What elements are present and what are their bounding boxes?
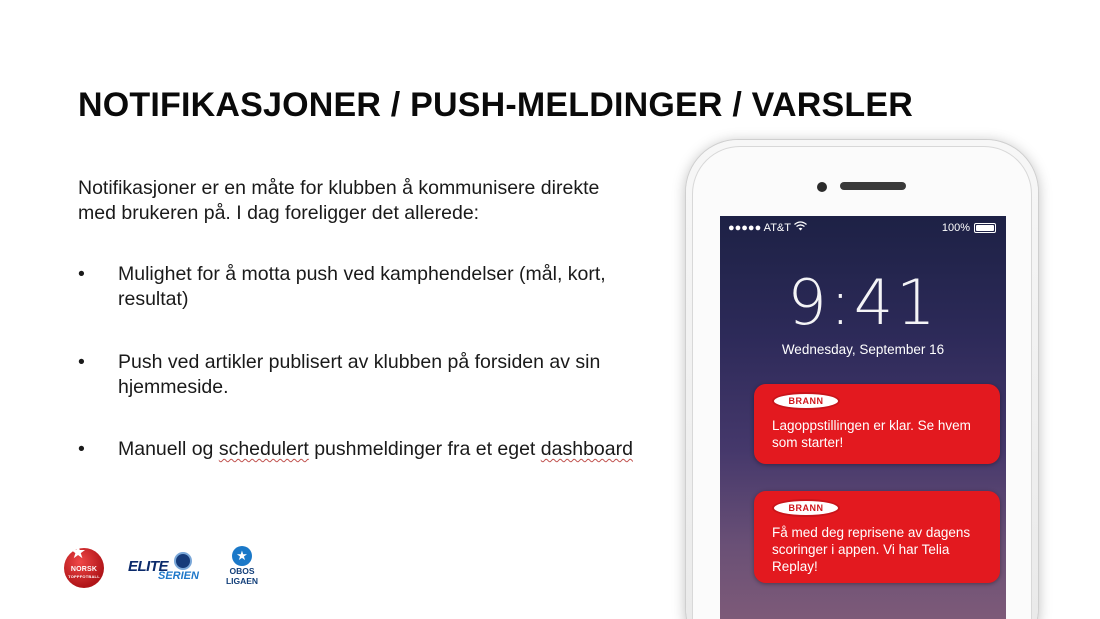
bullet-text (118, 437, 638, 462)
star-icon: ★ (70, 542, 87, 562)
battery-icon (974, 223, 996, 233)
player-icon: ★ (232, 546, 252, 566)
logo-text: OBOS (229, 566, 255, 576)
push-notification[interactable] (754, 491, 1000, 583)
logo-text: LIGAEN (225, 576, 259, 586)
carrier-label: ●●●●● AT&T (728, 222, 791, 234)
bullet-text: Push ved artikler publisert av klubben på forsiden av sin hjemmeside. (118, 351, 601, 398)
logo-text: NORSK TOPPFOTBALL (68, 566, 100, 579)
speaker-grille (840, 182, 906, 190)
bullet-marker: • (78, 438, 85, 460)
lock-date: Wednesday, September 16 (781, 342, 945, 357)
logo-text: ELITE (128, 558, 169, 575)
obos-ligaen-logo (222, 546, 262, 590)
notification-message: Lagoppstillingen er klar. Se hvem som starter! (772, 418, 971, 450)
spellcheck-word: schedulert (218, 438, 309, 460)
camera-icon (817, 182, 827, 192)
slide-title: NOTIFIKASJONER / PUSH-MELDINGER / VARSLER (78, 86, 913, 124)
lock-screen (720, 216, 1006, 619)
bullet-marker: • (78, 351, 85, 373)
bullet-text-part: pushmeldinger fra et eget (308, 438, 541, 460)
push-notification[interactable] (754, 384, 1000, 464)
notification-message: Få med deg reprisene av dagens scoringer i appen. Vi har Telia Replay! (772, 525, 971, 574)
wifi-icon (794, 221, 807, 234)
football-icon (174, 552, 192, 570)
norsk-toppfotball-logo (64, 542, 104, 588)
bullet-text: Mulighet for å motta push ved kamphendelser (mål, kort, resultat) (118, 263, 606, 310)
bullet-marker: • (78, 263, 85, 285)
bullet-text-part: Manuell og (118, 438, 219, 460)
spellcheck-word: dashboard (540, 438, 633, 460)
battery-percent: 100% (941, 222, 970, 234)
brann-logo: BRANN (772, 499, 840, 517)
lock-clock: 9:41 (787, 266, 939, 339)
brann-logo: BRANN (772, 392, 840, 410)
status-bar (720, 216, 1006, 240)
eliteserien-logo (128, 552, 200, 586)
logo-text: SERIEN (158, 570, 199, 582)
intro-paragraph: Notifikasjoner er en måte for klubben å kommunisere direkte med brukeren på. I dag foreligger det allerede: (78, 177, 600, 224)
